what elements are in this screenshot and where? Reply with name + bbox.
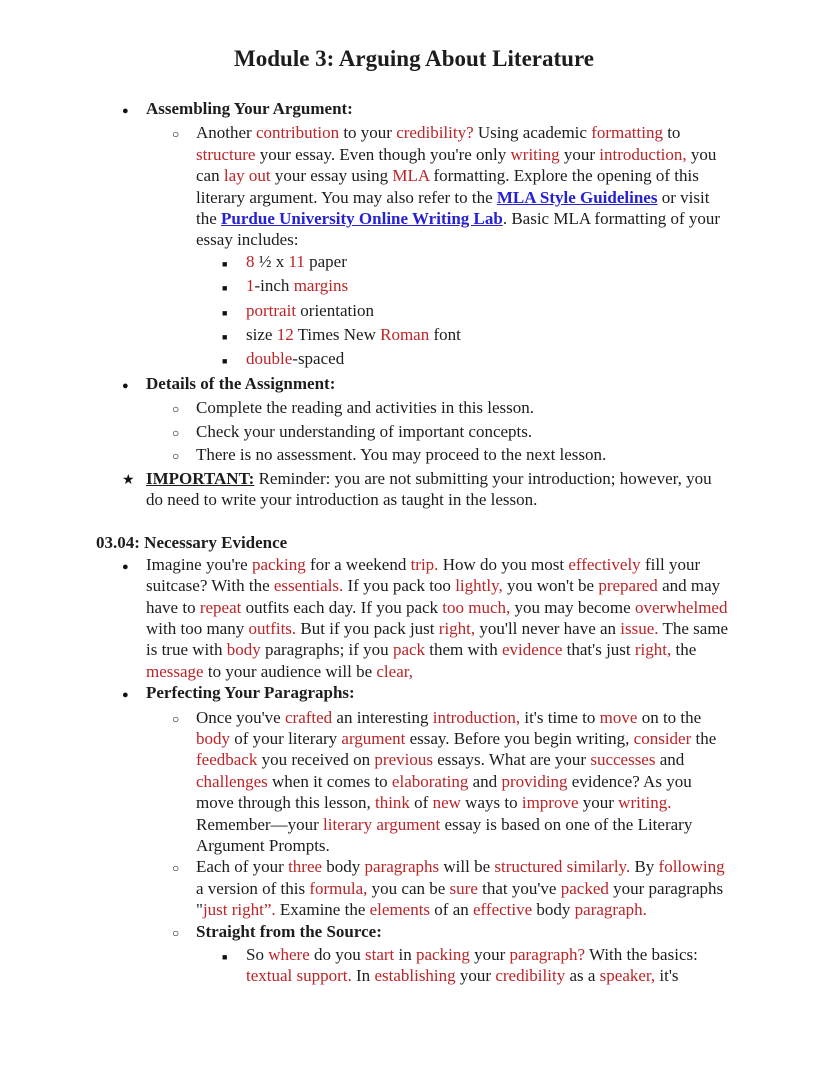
text-segment: Remember—your <box>196 814 323 834</box>
text-segment: essay. Before you begin writing, <box>405 728 634 748</box>
text-segment: . Basic MLA formatting of your essay includes: <box>196 209 721 250</box>
text-segment: If you pack too <box>343 576 456 596</box>
text-segment: -inch <box>254 276 294 296</box>
text-segment: your paragraphs " <box>196 878 724 920</box>
text-content <box>96 532 732 553</box>
list-item <box>96 421 732 444</box>
list-item <box>96 300 732 324</box>
text-segment: trip. <box>410 554 439 574</box>
text-segment: you received on <box>257 750 375 770</box>
disc-bullet-icon: ● <box>122 689 129 702</box>
text-segment: start <box>365 945 395 965</box>
text-segment: structured similarly. <box>494 857 631 877</box>
text-segment: writing <box>510 144 560 164</box>
text-segment: to your <box>339 123 397 143</box>
text-content <box>246 944 732 987</box>
text-content <box>146 98 732 119</box>
star-bullet-icon: ★ <box>122 472 135 488</box>
text-segment: new <box>432 793 461 813</box>
text-segment: effective <box>473 900 533 920</box>
text-segment: packed <box>560 878 609 898</box>
text-segment: establishing <box>374 966 456 986</box>
text-content <box>246 251 732 272</box>
text-segment: double <box>246 349 293 369</box>
text-segment: essentials. <box>273 576 344 596</box>
text-segment: body <box>226 640 261 660</box>
square-bullet-icon: ■ <box>222 258 228 269</box>
text-segment: previous <box>374 750 433 770</box>
text-segment: providing <box>501 771 568 791</box>
text-segment: ways to <box>460 793 522 813</box>
text-segment: evidence? As you move through this lesson, <box>196 771 692 813</box>
text-segment: of an <box>430 900 474 920</box>
text-segment: The same is true with <box>146 618 729 660</box>
text-segment: your <box>578 793 619 813</box>
text-content <box>146 682 732 703</box>
text-segment: paper <box>304 251 347 271</box>
text-segment: when it comes to <box>267 771 392 791</box>
text-segment: issue. <box>620 618 659 638</box>
page-title: Module 3: Arguing About Literature <box>234 46 594 71</box>
text-segment: But if you pack just <box>296 618 439 638</box>
text-segment: There is no assessment. You may proceed to the next lesson. <box>196 445 607 465</box>
text-segment: will be <box>439 857 495 877</box>
text-segment: your essay using <box>270 166 393 186</box>
text-segment: orientation <box>296 300 374 320</box>
text-segment: just right”. <box>202 900 276 920</box>
text-segment: you can be <box>367 878 450 898</box>
text-segment: think <box>374 793 410 813</box>
text-segment: Imagine you're <box>146 554 252 574</box>
text-segment: and <box>468 771 502 791</box>
text-segment: textual support. <box>246 966 352 986</box>
text-segment: that you've <box>477 878 561 898</box>
list-item <box>96 921 732 944</box>
disc-bullet-icon: ● <box>122 379 129 392</box>
text-content <box>246 300 732 321</box>
text-segment: of your literary <box>230 728 342 748</box>
text-segment: feedback <box>196 750 258 770</box>
text-segment: packing <box>416 945 470 965</box>
text-segment: Check your understanding of important concepts. <box>196 421 533 441</box>
text-segment: speaker, <box>599 966 656 986</box>
text-segment: you won't be <box>502 576 599 596</box>
text-segment: writing. <box>618 793 672 813</box>
text-segment: evidence <box>502 640 563 660</box>
text-segment: Each of your <box>196 857 289 877</box>
text-segment: elaborating <box>391 771 469 791</box>
text-segment: body <box>322 857 365 877</box>
text-content <box>196 707 732 857</box>
text-segment: body <box>196 728 230 748</box>
list-item <box>96 348 732 372</box>
text-content <box>196 421 732 442</box>
text-segment: of <box>409 793 433 813</box>
text-content <box>196 921 732 942</box>
text-content <box>196 122 732 250</box>
circle-bullet-icon: ○ <box>172 425 180 440</box>
list-item <box>96 468 732 511</box>
text-segment: formatting <box>591 123 663 143</box>
text-segment: 11 <box>288 251 305 271</box>
list-item <box>96 944 732 987</box>
list-item <box>96 275 732 299</box>
text-segment: your <box>559 144 600 164</box>
text-segment: literary argument <box>323 814 441 834</box>
text-segment: How do you most <box>438 554 569 574</box>
text-segment: Reminder: you are not submitting your introduction; however, you do need to write your introduction as taught in the lesson. <box>146 468 712 509</box>
list-item <box>96 444 732 467</box>
circle-bullet-icon: ○ <box>172 861 180 876</box>
text-segment: clear, <box>376 661 413 681</box>
text-segment: successes <box>590 750 656 770</box>
text-segment: to <box>662 123 681 143</box>
text-content <box>246 348 732 369</box>
text-segment: or visit the <box>196 187 710 229</box>
text-segment: ½ x <box>254 251 289 271</box>
section-heading <box>96 532 732 553</box>
text-segment: fill your suitcase? With the <box>146 554 701 596</box>
text-segment: packing <box>251 554 306 574</box>
text-segment: you can <box>196 144 717 186</box>
text-segment: Examine the <box>275 900 370 920</box>
text-segment: it's <box>655 966 679 986</box>
text-segment: your <box>469 945 510 965</box>
text-segment: In <box>351 966 375 986</box>
text-segment: in <box>394 945 417 965</box>
text-segment: elements <box>369 900 431 920</box>
text-segment: 8 <box>246 251 255 271</box>
text-segment: Complete the reading and activities in this lesson. <box>196 398 535 418</box>
text-segment: credibility <box>495 966 566 986</box>
text-segment: essays. What are your <box>432 750 591 770</box>
text-segment: By <box>630 857 659 877</box>
text-content <box>146 554 732 682</box>
text-segment: IMPORTANT: <box>146 468 255 488</box>
circle-bullet-icon: ○ <box>172 127 180 142</box>
text-segment: introduction, <box>432 707 521 727</box>
text-segment: pack <box>392 640 426 660</box>
text-content <box>196 856 732 920</box>
text-segment: move <box>599 707 638 727</box>
text-segment: you'll never have an <box>475 618 621 638</box>
text-segment: and <box>655 750 685 770</box>
circle-bullet-icon: ○ <box>172 711 180 726</box>
text-segment: Perfecting Your Paragraphs: <box>146 683 355 703</box>
text-segment: do you <box>309 945 365 965</box>
text-segment: Another <box>196 123 256 143</box>
text-segment: So <box>246 945 269 965</box>
text-segment: essay is based on one of the Literary Argument Prompts. <box>196 814 693 855</box>
disc-bullet-icon: ● <box>122 560 129 573</box>
text-segment: where <box>268 945 310 965</box>
text-segment: portrait <box>246 300 297 320</box>
list-item <box>96 554 732 682</box>
text-segment: introduction, <box>599 144 687 164</box>
text-segment: an interesting <box>332 707 433 727</box>
text-segment: the <box>691 728 717 748</box>
list-item <box>96 98 732 122</box>
text-segment: a version of this <box>196 878 310 898</box>
text-segment: With the basics: <box>585 945 698 965</box>
text-segment: font <box>429 325 461 345</box>
text-segment: Assembling Your Argument: <box>146 99 353 118</box>
disc-bullet-icon: ● <box>122 105 129 117</box>
document-body <box>96 98 732 987</box>
text-segment: effectively <box>568 554 641 574</box>
text-segment: your <box>455 966 496 986</box>
list-item <box>96 122 732 250</box>
text-segment: with too many <box>146 618 249 638</box>
text-segment: -spaced <box>292 349 345 369</box>
text-segment: too much, <box>442 597 511 617</box>
text-segment: body <box>532 900 575 920</box>
text-segment: margins <box>293 276 349 296</box>
circle-bullet-icon: ○ <box>172 925 180 940</box>
text-segment: that's just <box>562 640 635 660</box>
text-segment: formatting. Explore the opening of this literary argument. You may also refer to the <box>196 166 699 207</box>
text-segment: outfits each day. If you pack <box>241 597 443 617</box>
list-item <box>96 324 732 348</box>
text-segment: challenges <box>196 771 268 791</box>
list-item <box>96 397 732 420</box>
text-segment: right, <box>438 618 476 638</box>
text-segment: the <box>671 640 697 660</box>
text-segment: Once you've <box>196 707 285 727</box>
text-segment: three <box>288 857 323 877</box>
text-segment: it's time to <box>520 707 600 727</box>
text-segment: as a <box>565 966 600 986</box>
square-bullet-icon: ■ <box>222 332 228 343</box>
text-segment: paragraphs <box>364 857 440 877</box>
text-segment: 03.04: Necessary Evidence <box>96 533 288 553</box>
text-segment: outfits. <box>248 618 297 638</box>
text-segment: your essay. Even though you're only <box>255 144 511 164</box>
text-segment: Straight from the Source: <box>196 921 382 941</box>
text-segment: right, <box>634 640 672 660</box>
text-segment: consider <box>633 728 692 748</box>
text-segment: Using academic <box>473 123 592 143</box>
text-segment: message <box>146 661 204 681</box>
text-segment: structure <box>196 144 256 164</box>
list-item <box>96 251 732 275</box>
text-segment: formula, <box>309 878 368 898</box>
text-segment: improve <box>521 793 579 813</box>
text-segment: argument <box>341 728 406 748</box>
list-item <box>96 373 732 397</box>
text-segment: you may become <box>510 597 635 617</box>
text-segment: following <box>658 857 725 877</box>
text-content <box>196 397 732 418</box>
text-segment: 12 <box>276 325 294 345</box>
mla-style-guidelines-link[interactable]: MLA Style Guidelines <box>496 187 658 207</box>
square-bullet-icon: ■ <box>222 307 228 318</box>
text-segment: lightly, <box>455 576 503 596</box>
text-segment: repeat <box>199 597 242 617</box>
text-segment: for a weekend <box>305 554 411 574</box>
purdue-owl-link[interactable]: Purdue University Online Writing Lab <box>221 209 503 229</box>
text-segment: paragraph. <box>574 900 647 920</box>
circle-bullet-icon: ○ <box>172 449 180 464</box>
text-content <box>246 275 732 296</box>
square-bullet-icon: ■ <box>222 356 228 367</box>
text-segment: credibility? <box>396 123 474 143</box>
text-segment: on to the <box>637 707 702 727</box>
list-item <box>96 856 732 920</box>
text-content <box>146 468 732 511</box>
list-item <box>96 707 732 857</box>
square-bullet-icon: ■ <box>222 952 228 963</box>
text-segment: and may have to <box>146 576 721 617</box>
text-segment: to your audience will be <box>203 661 377 681</box>
text-segment: paragraph? <box>509 945 586 965</box>
text-segment: Roman <box>380 325 430 345</box>
square-bullet-icon: ■ <box>222 283 228 294</box>
text-segment: Details of the Assignment: <box>146 373 336 393</box>
text-segment: size <box>246 325 277 345</box>
text-content <box>246 324 732 345</box>
circle-bullet-icon: ○ <box>172 402 180 417</box>
text-content <box>146 373 732 394</box>
text-segment: them with <box>425 640 502 660</box>
text-segment: paragraphs; if you <box>260 640 393 660</box>
list-item <box>96 682 732 706</box>
text-segment: prepared <box>598 576 658 596</box>
text-segment: Times New <box>293 325 381 345</box>
text-segment: sure <box>449 878 478 898</box>
text-segment: 1 <box>246 276 255 296</box>
text-segment: overwhelmed <box>634 597 728 617</box>
text-segment: crafted <box>284 707 333 727</box>
text-segment: MLA <box>392 166 430 186</box>
text-segment: contribution <box>255 123 340 143</box>
text-segment: lay out <box>223 166 271 186</box>
text-content <box>196 444 732 465</box>
